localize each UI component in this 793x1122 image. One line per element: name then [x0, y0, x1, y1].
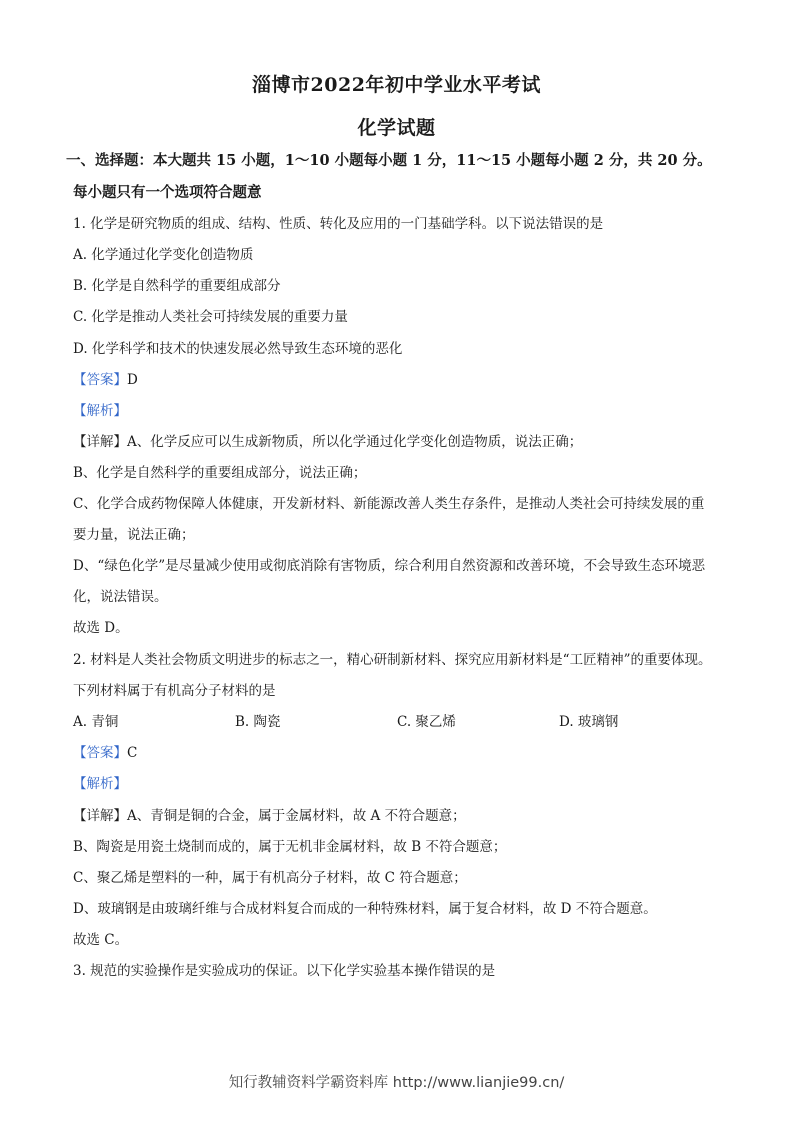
q2-detail-line: D、玻璃钢是由玻璃纤维与合成材料复合而成的一种特殊材料，属于复合材料，故 D 不符合题意。	[73, 901, 657, 917]
section-note: 每小题只有一个选项符合题意	[73, 184, 262, 201]
footer-watermark: 知行教辅资料学霸资料库 http://www.lianjie99.cn/	[228, 1075, 565, 1091]
answer-value: C	[127, 745, 138, 761]
q3-stem: 3. 规范的实验操作是实验成功的保证。以下化学实验基本操作错误的是	[73, 963, 496, 979]
q1-option-a: A. 化学通过化学变化创造物质	[73, 247, 254, 263]
q1-detail-line: 化，说法错误。	[73, 589, 168, 605]
q1-conclusion: 故选 D。	[73, 620, 129, 636]
q1-answer	[73, 370, 733, 390]
q1-analysis-tag: 【解析】	[73, 403, 127, 419]
exam-title: 淄博市2022年初中学业水平考试	[252, 74, 541, 96]
q2-stem-line2: 下列材料属于有机高分子材料的是	[73, 683, 276, 699]
q2-option-b: B. 陶瓷	[235, 714, 281, 730]
q1-detail-line	[73, 432, 733, 452]
answer-tag: 【答案】	[73, 372, 127, 388]
q1-detail-line: B、化学是自然科学的重要组成部分，说法正确；	[73, 465, 367, 481]
q2-option-d: D. 玻璃钢	[559, 714, 619, 730]
q2-detail-line: C、聚乙烯是塑料的一种，属于有机高分子材料，故 C 符合题意；	[73, 870, 467, 886]
q1-option-d: D. 化学科学和技术的快速发展必然导致生态环境的恶化	[73, 341, 403, 357]
q1-detail-line: C、化学合成药物保障人体健康，开发新材料、新能源改善人类生存条件，是推动人类社会可持续发展的重	[73, 496, 705, 512]
answer-tag: 【答案】	[73, 745, 127, 761]
q2-detail-line	[73, 806, 733, 826]
q2-conclusion: 故选 C。	[73, 932, 129, 948]
detail-tag: 【详解】	[73, 808, 127, 824]
q2-analysis-tag: 【解析】	[73, 776, 127, 792]
detail-tag: 【详解】	[73, 434, 127, 450]
q2-option-a: A. 青铜	[73, 714, 119, 730]
section-heading: 一、选择题：本大题共 15 小题，1～10 小题每小题 1 分，11～15 小题每小题 2 分，共 20 分。	[66, 152, 712, 169]
answer-value: D	[127, 372, 138, 388]
q1-stem: 1. 化学是研究物质的组成、结构、性质、转化及应用的一门基础学科。以下说法错误的是	[73, 216, 604, 232]
q2-option-c: C. 聚乙烯	[397, 714, 456, 730]
detail-text: A、青铜是铜的合金，属于金属材料，故 A 不符合题意；	[127, 808, 466, 824]
q2-detail-line: B、陶瓷是用瓷土烧制而成的，属于无机非金属材料，故 B 不符合题意；	[73, 839, 507, 855]
q2-options	[73, 712, 733, 732]
exam-subtitle: 化学试题	[357, 117, 436, 139]
detail-text: A、化学反应可以生成新物质，所以化学通过化学变化创造物质，说法正确；	[127, 434, 583, 450]
q1-detail-line: 要力量，说法正确；	[73, 527, 195, 543]
q1-option-c: C. 化学是推动人类社会可持续发展的重要力量	[73, 309, 348, 325]
q1-detail-line: D、“绿色化学”是尽量减少使用或彻底消除有害物质，综合利用自然资源和改善环境，不会导致生态环境恶	[73, 558, 706, 574]
q2-answer	[73, 743, 733, 763]
q1-option-b: B. 化学是自然科学的重要组成部分	[73, 278, 281, 294]
q2-stem-line1: 2. 材料是人类社会物质文明进步的标志之一，精心研制新材料、探究应用新材料是“工匠精神”的重要体现。	[73, 652, 712, 668]
